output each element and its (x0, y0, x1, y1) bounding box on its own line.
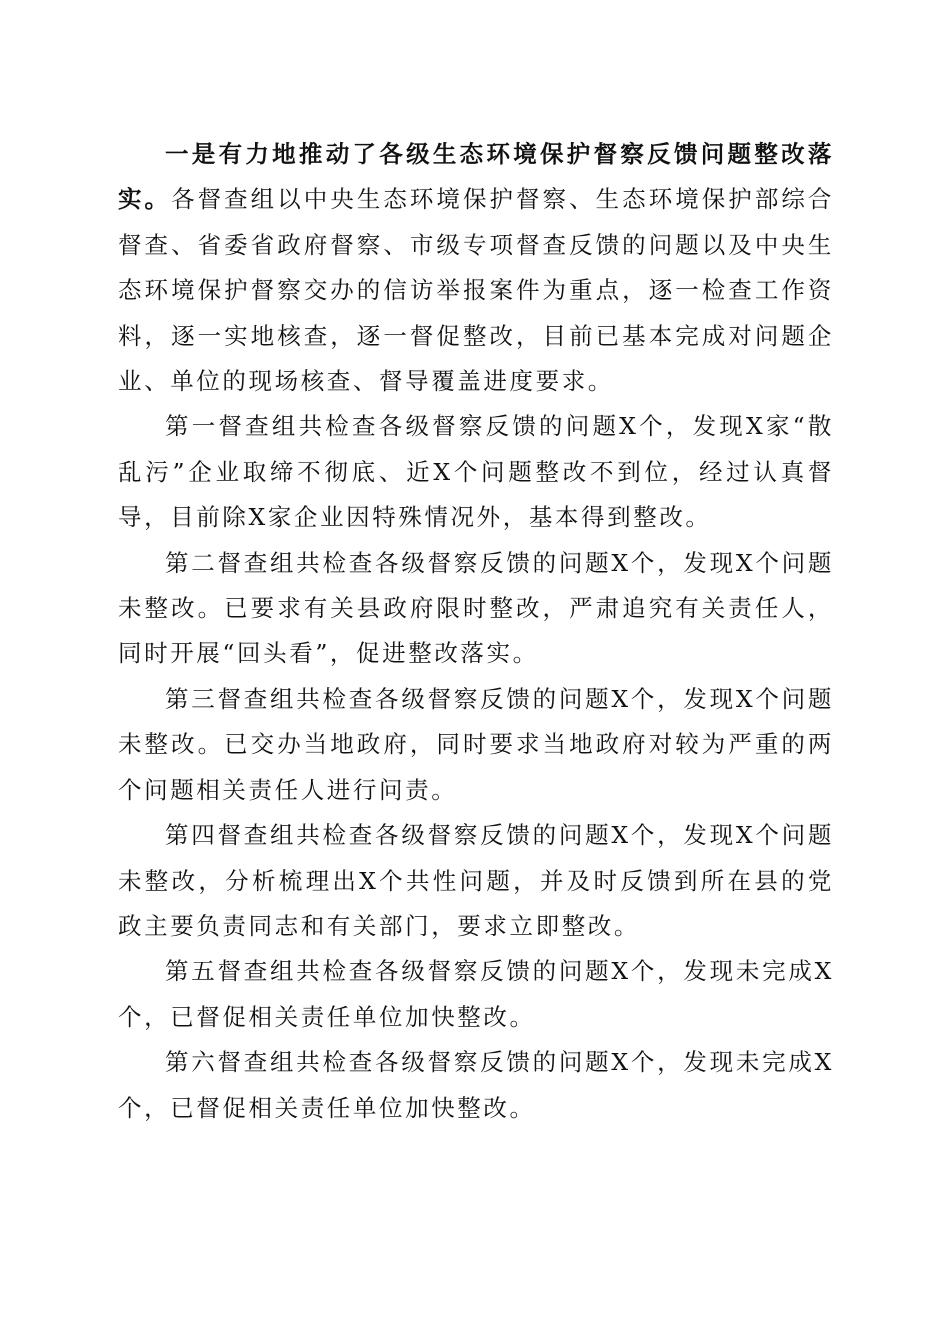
paragraph-5: 第四督查组共检查各级督察反馈的问题X个，发现X个问题未整改，分析梳理出X个共性问题，并及时反馈到所在县的党政主要负责同志和有关部门，要求立即整改。 (118, 821, 834, 940)
paragraph-3: 第二督查组共检查各级督察反馈的问题X个，发现X个问题未整改。已要求有关县政府限时整改，严肃追究有关责任人，同时开展“回头看”，促进整改落实。 (118, 548, 834, 668)
paragraph-1 (118, 132, 834, 404)
paragraph-6: 第五督查组共检查各级督察反馈的问题X个，发现未完成X个，已督促相关责任单位加快整改。 (118, 957, 834, 1031)
paragraph-1-heading: 一是有力地推动了各级生态环境保护督察反馈问题整改落实。 (118, 140, 834, 214)
paragraph-7: 第六督查组共检查各级督察反馈的问题X个，发现未完成X个，已督促相关责任单位加快整改。 (118, 1048, 834, 1122)
paragraph-1-text: 各督查组以中央生态环境保护督察、生态环境保护部综合督查、省委省政府督察、市级专项督查反馈的问题以及中央生态环境保护督察交办的信访举报案件为重点，逐一检查工作资料，逐一实地核查，逐一督促整改，目前已基本完成对问题企业、单位的现场核查、督导覆盖进度要求。 (118, 185, 835, 396)
paragraph-4: 第三督查组共检查各级督察反馈的问题X个，发现X个问题未整改。已交办当地政府，同时要求当地政府对较为严重的两个问题相关责任人进行问责。 (118, 684, 834, 804)
document-body (118, 132, 834, 1131)
paragraph-2: 第一督查组共检查各级督察反馈的问题X个，发现X家“散乱污”企业取缔不彻底、近X个问题整改不到位，经过认真督导，目前除X家企业因特殊情况外，基本得到整改。 (118, 412, 834, 532)
